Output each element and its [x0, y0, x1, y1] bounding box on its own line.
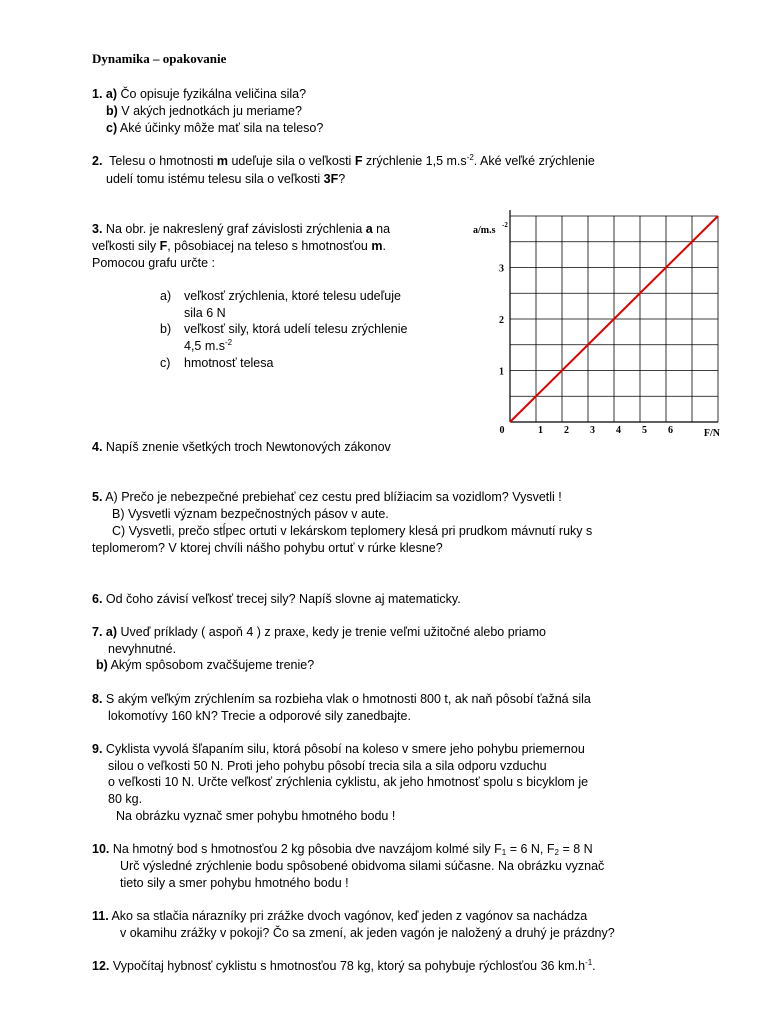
x-tick-label: 4 [616, 425, 621, 436]
question-1b: b) V akých jednotkách ju meriame? [106, 104, 302, 118]
y-axis-label-sup: -2 [502, 221, 508, 229]
question-3-line2: veľkosti sily F, pôsobiacej na teleso s hmotnosťou m. [92, 239, 386, 253]
question-12: 12. Vypočítaj hybnosť cyklistu s hmotnosťou 78 kg, ktorý sa pohybuje rýchlosťou 36 $km.h^{-1}$. [92, 958, 596, 973]
question-5b: B) Vysvetli význam bezpečnostných pásov v aute. [112, 507, 389, 521]
question-4: 4. Napíš znenie všetkých troch Newtonových zákonov [92, 440, 391, 454]
q3-a-label: a) [160, 289, 172, 303]
y-tick-label: 2 [499, 315, 504, 326]
q3-a-line2: sila 6 N [184, 306, 226, 320]
y-axis-label: a/m.s [473, 225, 496, 236]
q1-number: 1. [92, 87, 103, 101]
q3-b-line1: veľkosť sily, ktorá udelí telesu zrýchlenie [184, 322, 408, 336]
q3-c-label: c) [160, 356, 171, 370]
question-5: 5. A) Prečo je nebezpečné prebiehať cez cestu pred blížiacim sa vozidlom? Vysvetli ! [92, 490, 562, 504]
question-9-line3: o veľkosti 10 N. Určte veľkosť zrýchlenia cyklistu, ak jeho hmotnosť spolu s bicyklom je [108, 775, 589, 789]
q3-c-line1: hmotnosť telesa [184, 356, 274, 370]
q3-a-line1: veľkosť zrýchlenia, ktoré telesu udeľuje [184, 289, 401, 303]
q3-b-label: b) [160, 322, 172, 336]
question-11: 11. Ako sa stlačia nárazníky pri zrážke dvoch vagónov, keď jeden z vagónov sa nachádza [92, 909, 588, 923]
question-9-line4: 80 kg. [108, 792, 143, 806]
x-axis-label: F/N [703, 428, 720, 439]
question-3-line3: Pomocou grafu určte : [92, 256, 215, 270]
question-3: 3. Na obr. je nakreslený graf závislosti zrýchlenia a na [92, 222, 391, 236]
question-8-line2: lokomotívy 160 kN? Trecie a odporové sily zanedbajte. [108, 709, 411, 723]
question-5c-line1: C) Vysvetli, prečo stĺpec ortuti v lekárskom teplomery klesá pri prudkom mávnutí ruky s [112, 524, 593, 538]
y-tick-label: 3 [499, 263, 504, 275]
question-1c: c) Aké účinky môže mať sila na teleso? [106, 121, 324, 135]
question-1: 1. a) Čo opisuje fyzikálna veličina sila? [92, 87, 307, 101]
question-2-line2: udelí tomu istému telesu sila o veľkosti 3F? [106, 172, 346, 186]
question-6: 6. Od čoho závisí veľkosť trecej sily? Napíš slovne aj matematicky. [92, 592, 461, 606]
question-7b: b) Akým spôsobom zvačšujeme trenie? [96, 658, 315, 672]
question-2: 2. Telesu o hmotnosti m udeľuje sila o veľkosti F zrýchlenie 1,5 $m.s^{-2}$. Aké veľké zrýchlenie [92, 153, 595, 168]
x-tick-label: 2 [564, 425, 569, 436]
question-7: 7. a) Uveď príklady ( aspoň 4 ) z praxe, kedy je trenie veľmi užitočné alebo priamo [92, 625, 546, 639]
x-tick-label: 6 [668, 425, 673, 436]
q3-b-line2: 4,5 $m.s^{-2}$ [184, 338, 233, 353]
x-tick-label: 5 [642, 425, 647, 436]
question-7-line2: nevyhnutné. [108, 642, 177, 656]
question-10-line3: tieto sily a smer pohybu hmotného bodu ! [120, 876, 349, 890]
question-9: 9. Cyklista vyvolá šľapaním silu, ktorá pôsobí na koleso v smere jeho pohybu priemernou [92, 742, 585, 756]
question-8: 8. S akým veľkým zrýchlením sa rozbieha vlak o hmotnosti 800 t, ak naň pôsobí ťažná sila [92, 692, 591, 706]
page-title: Dynamika – opakovanie [92, 51, 227, 66]
x-tick-label: 1 [538, 425, 543, 436]
question-9-line5: Na obrázku vyznač smer pohybu hmotného bodu ! [116, 809, 396, 823]
origin-label: 0 [499, 425, 505, 436]
question-11-line2: v okamihu zrážky v pokoji? Čo sa zmení, ak jeden vagón je naložený a druhý je prázdny? [120, 926, 615, 940]
x-tick-label: 3 [590, 425, 595, 436]
question-9-line2: silou o veľkosti 50 N. Proti jeho pohybu pôsobí trecia sila a sila odporu vzduchu [108, 759, 547, 773]
question-10-line2: Urč výsledné zrýchlenie bodu spôsobené obidvoma silami súčasne. Na obrázku vyznač [120, 859, 605, 873]
y-tick-label: 1 [499, 366, 504, 378]
question-5c-line2: teplomerom? V ktorej chvíli nášho pohybu ortuť v rúrke klesne? [92, 541, 443, 555]
acceleration-force-graph [470, 208, 728, 444]
question-10: 10. Na hmotný bod s hmotnosťou 2 kg pôsobia dve navzájom kolmé sily $F_1 = 6$ N, $F_2 = 8$ N [92, 842, 593, 857]
